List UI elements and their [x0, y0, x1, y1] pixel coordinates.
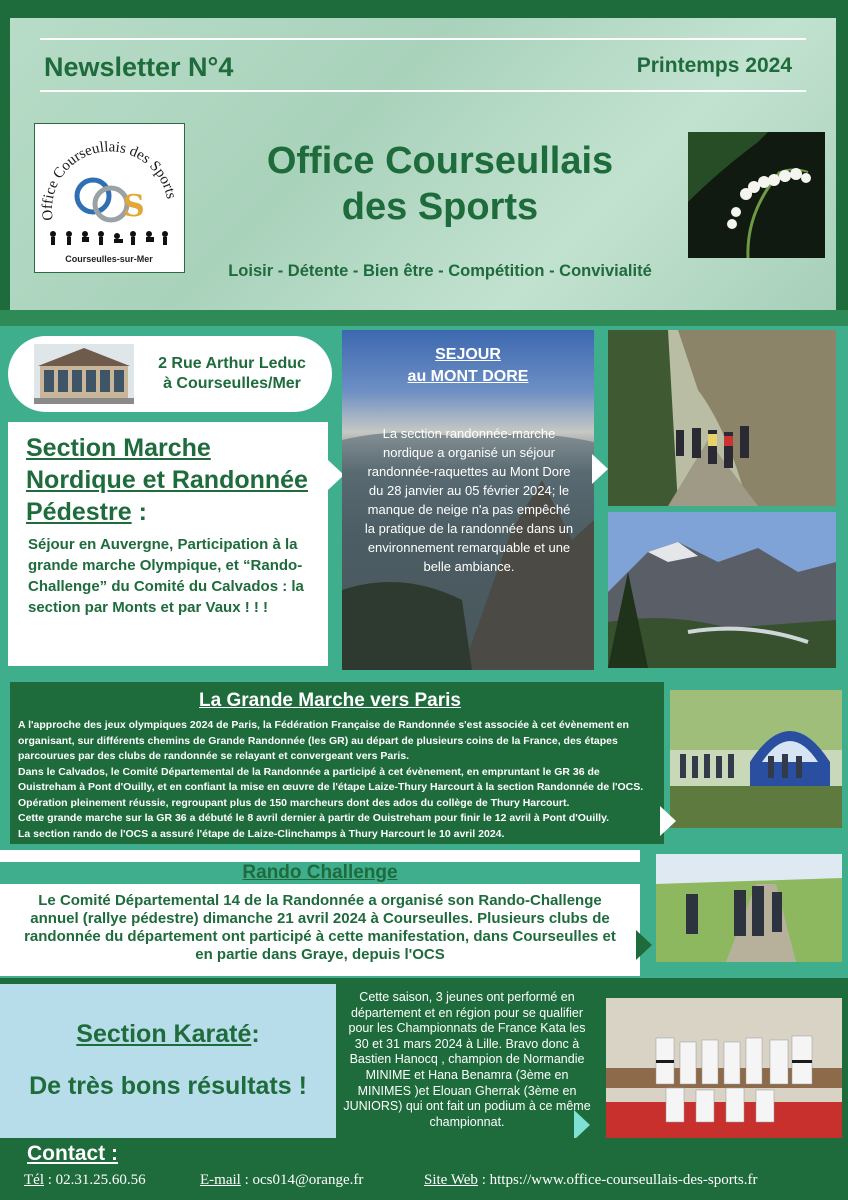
newsletter-season: Printemps 2024 [636, 54, 792, 77]
lily-of-the-valley-photo [688, 132, 825, 258]
address-line2: à Courseulles/Mer [163, 375, 301, 392]
nordic-title-text: Section Marche Nordique et Randonnée Pédestre [26, 434, 308, 526]
tagline: Loisir - Détente - Bien être - Compétition - Convivialité [228, 262, 652, 280]
newsletter-header [10, 18, 836, 310]
karate-subtitle: De très bons résultats ! [29, 1072, 307, 1100]
website-value[interactable]: : https://www.office-courseullais-des-sports.fr [477, 1172, 758, 1188]
hikers-photo [608, 330, 836, 506]
email-value[interactable]: : ocs014@orange.fr [240, 1172, 364, 1188]
nordic-title [26, 432, 326, 528]
karate-card [0, 984, 336, 1138]
address-card [8, 336, 332, 412]
logo-town: Courseulles-sur-Mer [65, 254, 153, 264]
header-rule-bottom [40, 90, 806, 92]
grande-marche-photo [670, 690, 842, 828]
mont-dore-title [342, 344, 594, 388]
arrow-right-icon [592, 454, 608, 484]
rando-challenge-section [0, 848, 848, 978]
svg-text:S: S [123, 189, 145, 224]
grande-marche-paragraph: Dans le Calvados, le Comité Départemental de la Randonnée a participé à cet évènement, en empruntant le GR 36 de Ouistreham à Pont d'Ouilly, et en confiant la mise en œuvre de l'étape Laize-Thury Harcourt à la section Randonnée de l'OCS. Opération pleinement réussie, regroupant plus de 150 marcheurs dont des ados du collège de Thury Harcourt. [18, 765, 644, 809]
email-label: E-mail [200, 1172, 241, 1188]
logo-arc-text: Office Courseullais des Sports [39, 139, 179, 222]
arrow-right-icon [636, 930, 652, 960]
org-name-line1: Office Courseullais [266, 140, 614, 182]
rando-challenge-title: Rando Challenge [242, 862, 398, 883]
header-rule-top [40, 38, 806, 40]
grande-marche-body [18, 718, 658, 842]
nordic-body: Séjour en Auvergne, Participation à la grande marche Olympique, et “Rando-Challenge” du Comité du Calvados : la section par Monts et par Vaux ! ! ! [28, 536, 304, 616]
grande-marche-card [10, 682, 664, 844]
grande-marche-title: La Grande Marche vers Paris [199, 690, 461, 711]
mont-dore-body: La section randonnée-marche nordique a organisé un séjour randonnée-raquettes au Mont Dore du 28 janvier au 05 février 2024; le manque de neige n'a pas empêché la pratique de la randonnée dans un environnement remarquable et une belle ambiance. [364, 426, 574, 574]
karate-section [0, 978, 848, 1138]
contact-footer [0, 1138, 848, 1200]
org-name-line2: des Sports [341, 186, 539, 228]
mountain-photo [608, 512, 836, 668]
nordic-card [8, 422, 328, 666]
phone-label: Tél [24, 1172, 44, 1188]
address-text [142, 354, 322, 394]
separator-band [0, 310, 848, 326]
contact-website[interactable] [424, 1172, 757, 1189]
building-photo [34, 344, 134, 404]
address-line1: 2 Rue Arthur Leduc [158, 355, 306, 372]
svg-text:Office Courseullais des Sports [40, 139, 179, 221]
newsletter-number: Newsletter N°4 [44, 52, 234, 82]
rando-challenge-photo [656, 854, 842, 962]
mont-dore-title-line2: au MONT DORE [407, 368, 529, 385]
contact-title: Contact : [27, 1142, 118, 1165]
grande-marche-paragraph: Cette grande marche sur la GR 36 a débuté le 8 avril dernier à partir de Ouistreham pour finir le 12 avril à Pont d'Ouilly. [18, 812, 610, 824]
website-label: Site Web [424, 1172, 478, 1188]
karate-body: Cette saison, 3 jeunes ont performé en département et en région pour se qualifier pour les Championnats de France Kata les 30 et 31 mars 2024 à Lille. Bravo donc à Bastien Hanocq , champion de Normandie MINIME et Hana Benamra (3ème en MINIMES )et Elouan Gherrak (3ème en JUNIORS) qui ont fait un podium à ce même championnat. [343, 990, 591, 1129]
nordic-section [0, 326, 848, 674]
contact-phone [24, 1172, 146, 1189]
grande-marche-section [0, 674, 848, 848]
karate-team-photo [606, 998, 842, 1144]
karate-title [0, 1020, 336, 1049]
phone-value: : 02.31.25.60.56 [44, 1172, 146, 1188]
ocs-logo [34, 123, 185, 273]
grande-marche-paragraph: A l'approche des jeux olympiques 2024 de Paris, la Fédération Française de Randonnée s'est associée à cet évènement en organisant, sur différents chemins de Grande Randonnée (les GR) au départ de plusieurs coins de la France, des étapes parcourues par des clubs de randonnée se relayant et convergeant vers Paris. [18, 719, 629, 762]
organization-name [180, 138, 700, 230]
arrow-right-icon [574, 1110, 590, 1140]
grande-marche-paragraph: La section rando de l'OCS a assuré l'étape de Laize-Clinchamps à Thury Harcourt le 10 avril 2024. [18, 827, 505, 840]
karate-title-text: Section Karaté [76, 1020, 252, 1048]
karate-title-colon: : [251, 1020, 260, 1048]
arrow-right-icon [660, 806, 676, 836]
contact-email[interactable] [200, 1172, 363, 1189]
mont-dore-card [342, 330, 594, 670]
mont-dore-title-line1: SEJOUR [435, 346, 501, 363]
rando-challenge-body: Le Comité Départemental 14 de la Randonnée a organisé son Rando-Challenge annuel (rallye pédestre) dimanche 21 avril 2024 à Courseulles. Plusieurs clubs de randonnée du département ont participé à cette manifestation, dans Courseulles et en partie dans Graye, depuis l'OCS [24, 892, 616, 963]
nordic-title-colon: : [131, 498, 147, 526]
rando-challenge-card [0, 850, 640, 976]
